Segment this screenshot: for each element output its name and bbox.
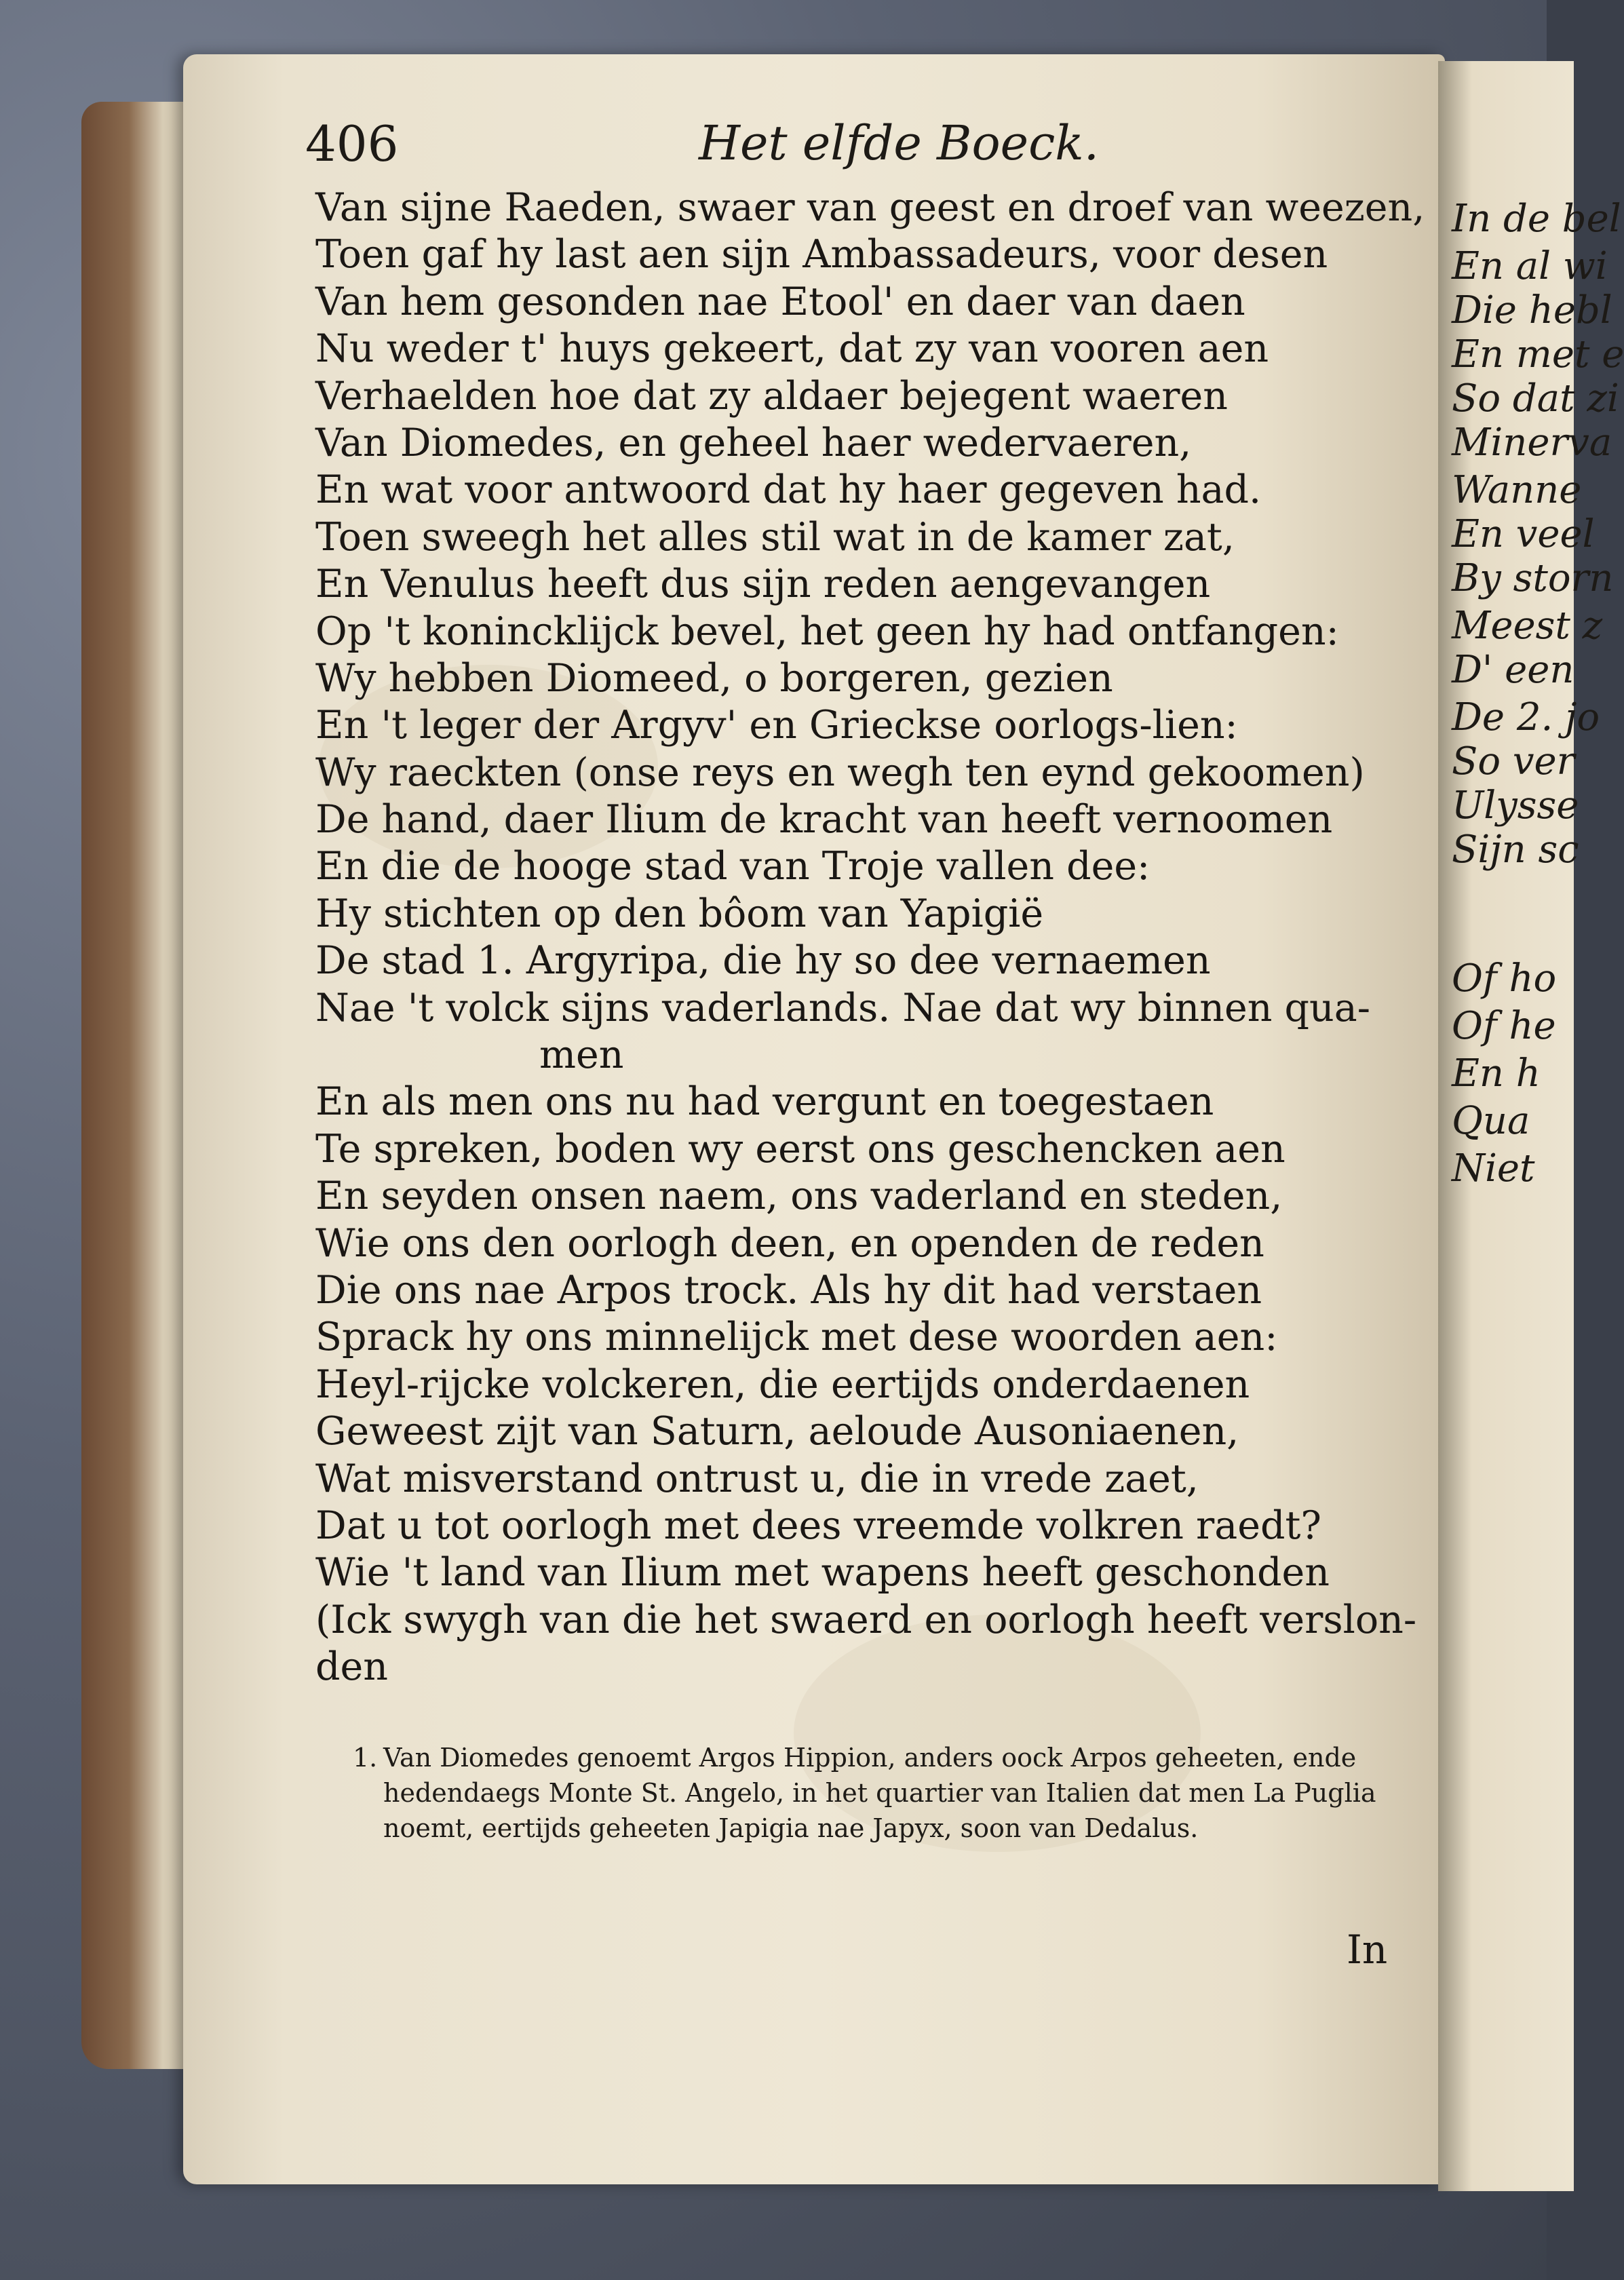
catchword: In	[1347, 1927, 1388, 1973]
facing-page-fragment: So dat zi	[1452, 376, 1619, 421]
page-number: 406	[305, 115, 399, 172]
verse-line: Wie 't land van Ilium met wapens heeft geschonden	[315, 1550, 1330, 1596]
verse-line: En die de hooge stad van Troje vallen dee:	[315, 844, 1151, 889]
running-title: Het elfde Boeck.	[699, 115, 1099, 171]
verse-line: Nu weder t' huys gekeert, dat zy van vooren aen	[315, 326, 1269, 372]
verse-line: Geweest zijt van Saturn, aeloude Ausoniaenen,	[315, 1409, 1239, 1454]
facing-page-fragment: En h	[1452, 1051, 1541, 1096]
verse-line: De stad 1. Argyripa, die hy so dee vernaemen	[315, 938, 1211, 984]
facing-page-fragment: Ulysse	[1452, 784, 1579, 828]
page-header	[305, 115, 1397, 176]
facing-page-fragment: Niet	[1452, 1146, 1535, 1191]
facing-page-fragment: Minerva	[1452, 421, 1612, 465]
footnote-marker: 1.	[353, 1743, 378, 1773]
facing-page-fragment: En al wi	[1452, 244, 1608, 288]
verse-line: (Ick swygh van die het swaerd en oorlogh heeft verslon-	[315, 1597, 1417, 1642]
facing-page-fragment: En veel	[1452, 512, 1595, 556]
verse-line: den	[315, 1644, 388, 1690]
verse-line: Op 't konincklijck bevel, het geen hy had ontfangen:	[315, 608, 1339, 654]
verse-line: De hand, daer Ilium de kracht van heeft vernoomen	[315, 797, 1333, 843]
facing-page-fragment: In de bel	[1452, 197, 1621, 241]
verse-line: En wat voor antwoord dat hy haer gegeven had.	[315, 467, 1262, 513]
verse-line: Toen gaf hy last aen sijn Ambassadeurs, voor desen	[315, 232, 1328, 277]
verse-line: Sprack hy ons minnelijck met dese woorden aen:	[315, 1315, 1278, 1360]
footnote	[353, 1740, 1384, 1846]
facing-page-fragment: Die hebl	[1452, 288, 1612, 332]
facing-page-fragment: Of ho	[1452, 957, 1557, 1001]
verse-line: Nae 't volck sijns vaderlands. Nae dat wy binnen qua-	[315, 985, 1370, 1030]
verse-line: En seyden onsen naem, ons vaderland en steden,	[315, 1174, 1283, 1219]
verse-line: Van hem gesonden nae Etool' en daer van daen	[315, 279, 1245, 324]
facing-page-fragment: Qua	[1452, 1099, 1530, 1143]
facing-page-fragment: Of he	[1452, 1004, 1556, 1048]
verse-line: Te spreken, boden wy eerst ons geschencken aen	[315, 1126, 1285, 1172]
verse-line: men	[539, 1032, 624, 1078]
footnote-text: Van Diomedes genoemt Argos Hippion, anders oock Arpos geheeten, ende hedendaegs Monte St. Angelo, in het quartier van Italien dat men La Puglia noemt, eertijds geheeten Japigia nae Japyx, soon van Dedalus.	[383, 1743, 1376, 1843]
facing-page-fragment: Sijn sc	[1452, 828, 1579, 872]
facing-page-fragment: En met e	[1452, 332, 1624, 376]
facing-page-fragment: De 2. jo	[1452, 695, 1600, 739]
verse-line: Die ons nae Arpos trock. Als hy dit had verstaen	[315, 1267, 1262, 1313]
verse-line: Wy hebben Diomeed, o borgeren, gezien	[315, 655, 1113, 701]
verse-line: Toen sweegh het alles stil wat in de kamer zat,	[315, 514, 1235, 560]
facing-page	[1438, 61, 1624, 2191]
facing-page-fragment: Meest z	[1452, 604, 1603, 648]
verse-line: Wat misverstand ontrust u, die in vrede zaet,	[315, 1456, 1199, 1501]
verse-line: Dat u tot oorlogh met dees vreemde volkren raedt?	[315, 1503, 1321, 1548]
verse-line: Hy stichten op den bôom van Yapigië	[315, 891, 1044, 936]
facing-page-fragment: By storn	[1452, 556, 1614, 600]
verse-block	[315, 185, 1425, 1691]
verse-line: En Venulus heeft dus sijn reden aengevangen	[315, 562, 1211, 607]
facing-page-fragment: D' een	[1452, 648, 1574, 692]
verse-line: En 't leger der Argyv' en Grieckse oorlogs-lien:	[315, 703, 1238, 748]
facing-page-fragment: Wanne	[1452, 468, 1582, 512]
verse-line: Wie ons den oorlogh deen, en openden de reden	[315, 1220, 1264, 1266]
verse-line: Van sijne Raeden, swaer van geest en droef van weezen,	[315, 185, 1425, 230]
facing-page-fragment: So ver	[1452, 739, 1575, 784]
verse-line: Verhaelden hoe dat zy aldaer bejegent waeren	[315, 373, 1228, 419]
verse-line: Van Diomedes, en geheel haer wedervaeren,	[315, 420, 1192, 465]
verse-line: En als men ons nu had vergunt en toegestaen	[315, 1079, 1214, 1125]
verse-line: Heyl-rijcke volckeren, die eertijds onderdaenen	[315, 1361, 1250, 1407]
verse-line: Wy raeckten (onse reys en wegh ten eynd gekoomen)	[315, 750, 1365, 795]
